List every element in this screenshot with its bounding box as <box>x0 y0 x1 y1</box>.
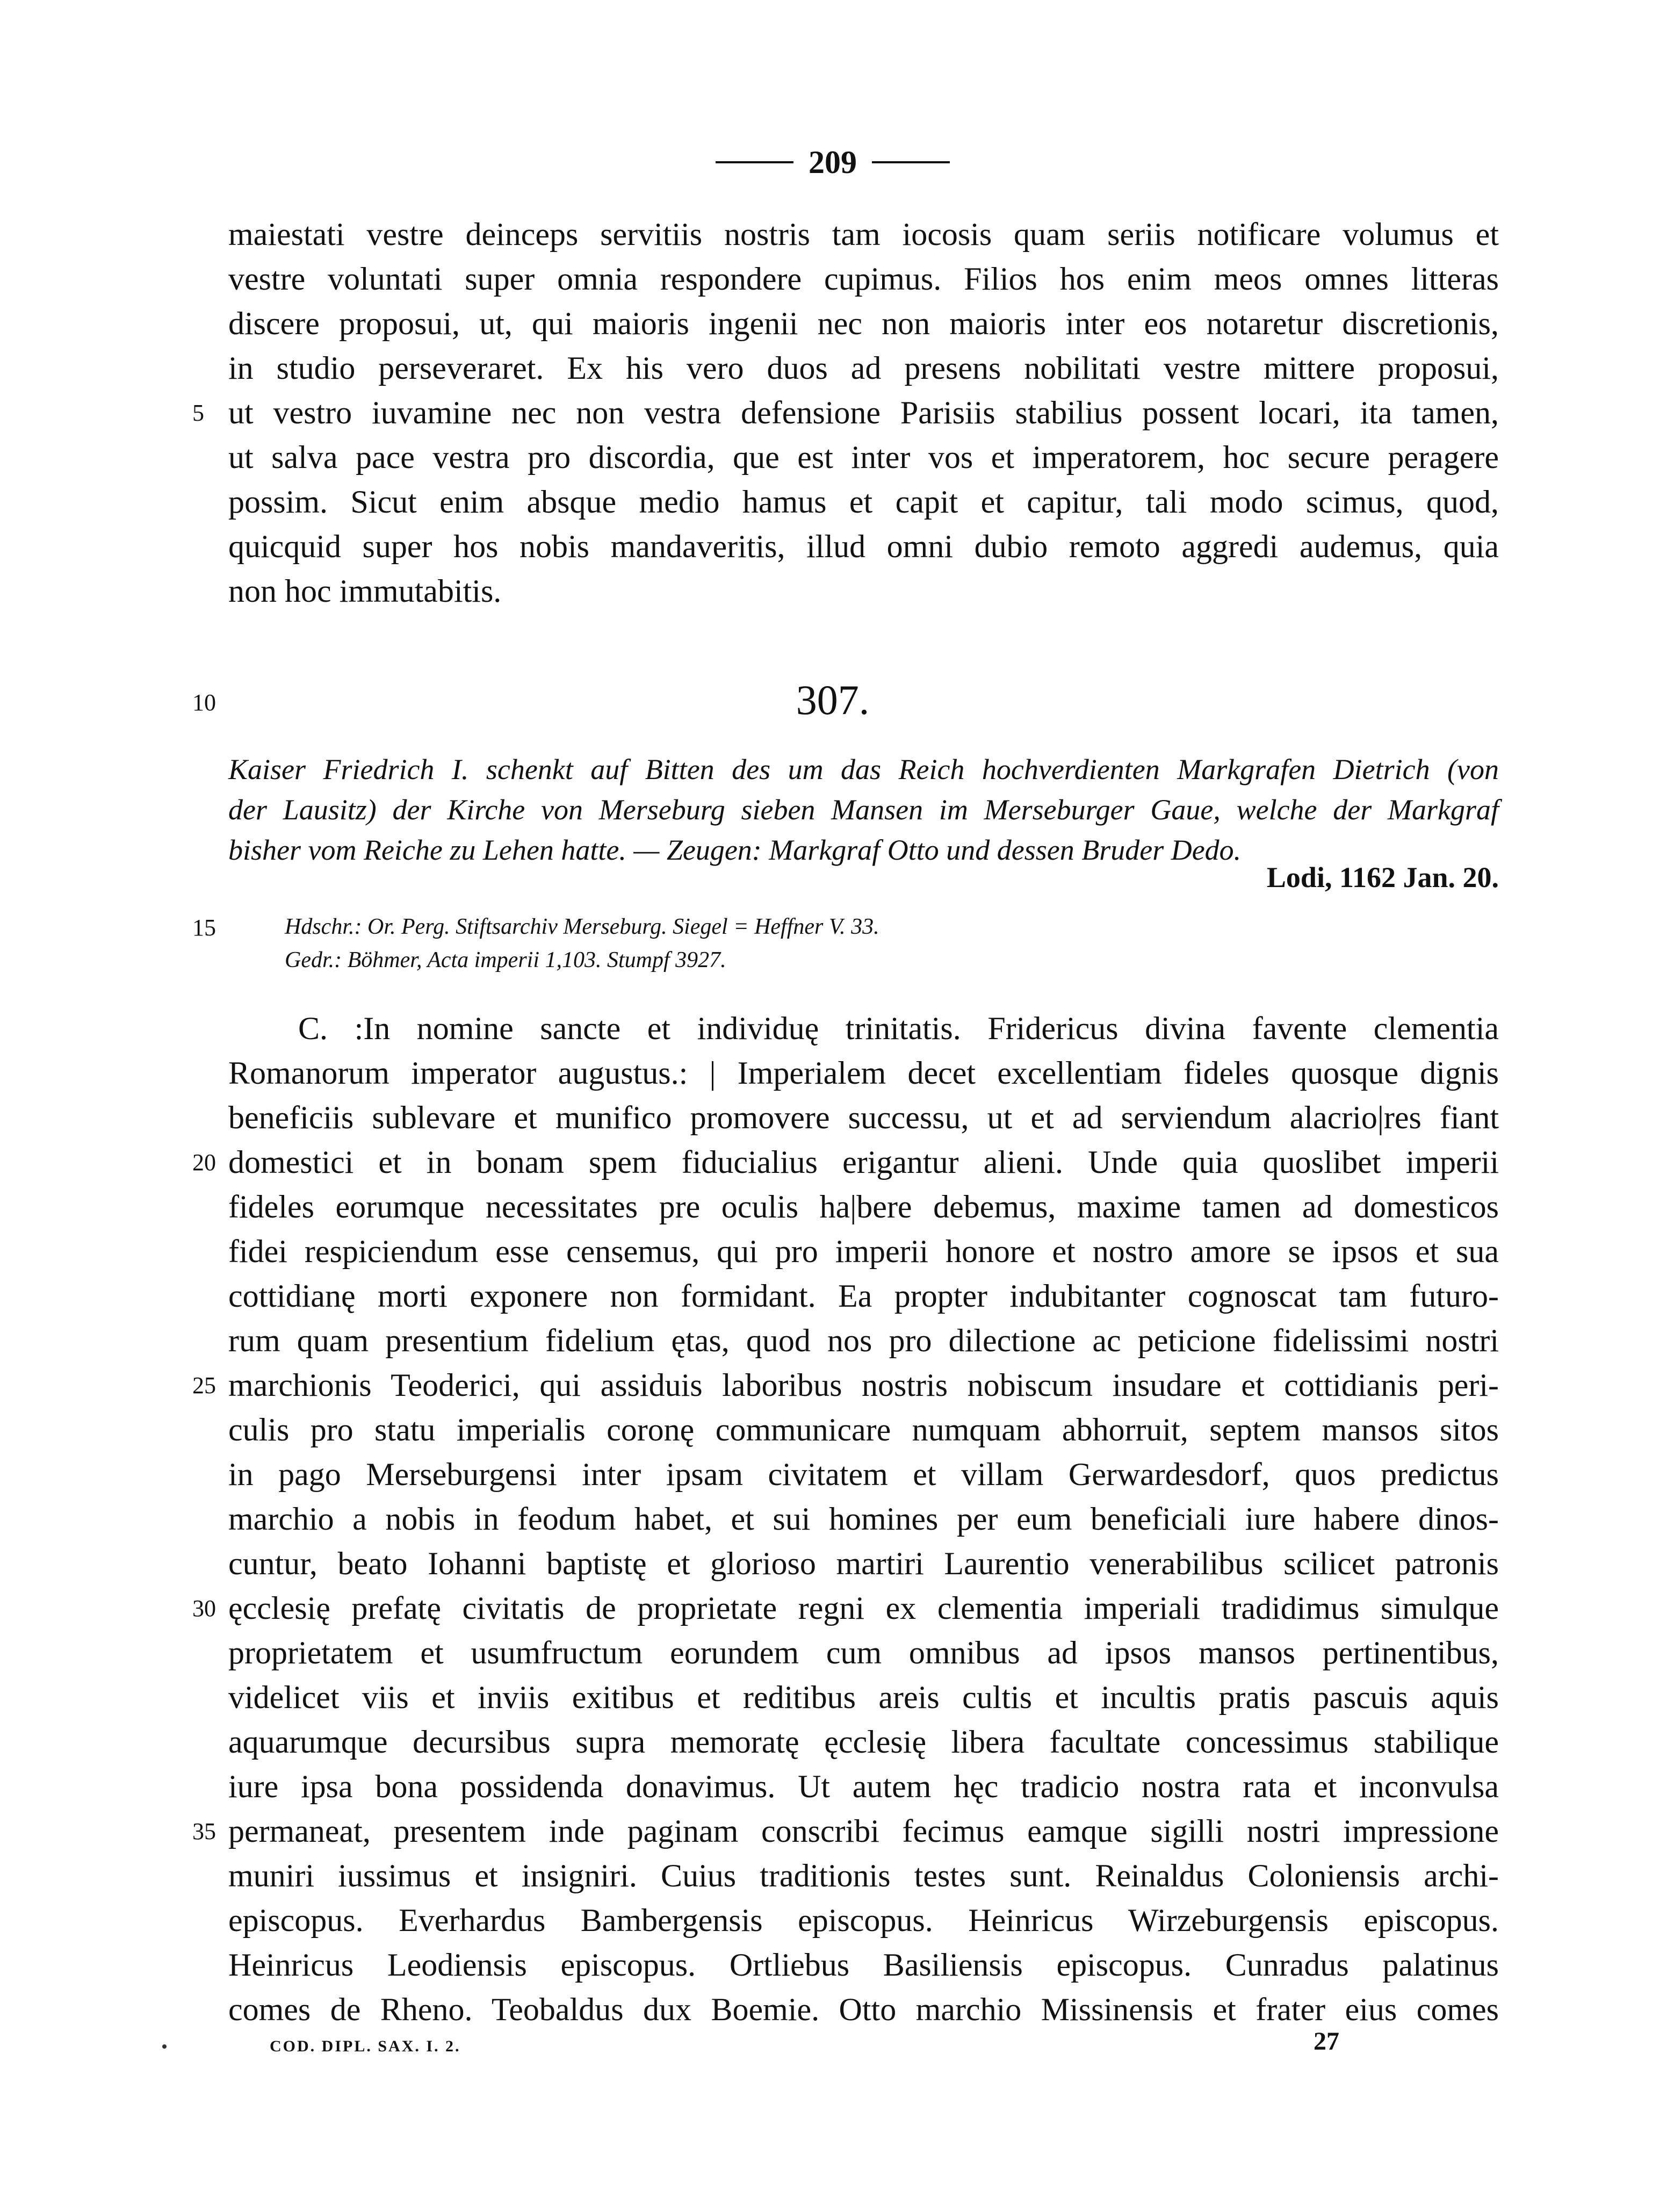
line-number: 15 <box>192 914 216 941</box>
text-line: in studio perseveraret. Ex his vero duos ad presens nobilitati vestre mittere proposui, <box>228 350 1499 386</box>
text-line: fidei respiciendum esse censemus, qui pro imperii honore et nostro amore se ipsos et sua <box>228 1234 1499 1269</box>
text-line: beneficiis sublevare et munifico promovere successu, ut et ad serviendum alacrio|res fiant <box>228 1100 1499 1135</box>
page-header <box>709 141 956 184</box>
text-line: cuntur, beato Iohanni baptistę et glorioso martiri Laurentio venerabilibus scilicet patronis <box>228 1546 1499 1581</box>
text-line: discere proposui, ut, qui maioris ingenii nec non maioris inter eos notaretur discretionis, <box>228 306 1499 341</box>
text-line: videlicet viis et inviis exitibus et reditibus areis cultis et incultis pratis pascuis aquis <box>228 1680 1499 1715</box>
line-number: 10 <box>192 689 216 716</box>
summary-line: bisher vom Reiche zu Lehen hatte. — Zeugen: Markgraf Otto und dessen Bruder Dedo. <box>228 834 1242 866</box>
summary-line: der Lausitz) der Kirche von Merseburg sieben Mansen im Merseburger Gaue, welche der Markgraf <box>228 794 1499 826</box>
source-manuscript: Hdschr.: Or. Perg. Stiftsarchiv Merseburg. Siegel = Heffner V. 33. <box>285 914 879 939</box>
source-printed: Gedr.: Böhmer, Acta imperii 1,103. Stumpf 3927. <box>285 948 726 972</box>
summary-line: Kaiser Friedrich I. schenkt auf Bitten des um das Reich hochverdienten Markgrafen Dietrich (von <box>228 753 1499 786</box>
text-line: ut vestro iuvamine nec non vestra defensione Parisiis stabilius possent locari, ita tamen, <box>228 395 1499 430</box>
text-line: permaneat, presentem inde paginam conscribi fecimus eamque sigilli nostri impressione <box>228 1813 1499 1849</box>
text-line: rum quam presentium fidelium ętas, quod nos pro dilectione ac peticione fidelissimi nostri <box>228 1323 1499 1358</box>
page-number: 209 <box>809 144 857 180</box>
text-line: quicquid super hos nobis mandaveritis, illud omni dubio remoto aggredi audemus, quia <box>228 529 1499 564</box>
line-number: 35 <box>192 1818 216 1844</box>
header-dash-right <box>872 161 950 163</box>
line-number: 25 <box>192 1372 216 1399</box>
document-number: 307. <box>796 676 870 723</box>
text-line: maiestati vestre deinceps servitiis nostris tam iocosis quam seriis notificare volumus et <box>228 217 1499 252</box>
line-number: 20 <box>192 1149 216 1176</box>
text-line: culis pro statu imperialis coronę communicare numquam abhorruit, septem mansos sitos <box>228 1412 1499 1447</box>
text-line: in pago Merseburgensi inter ipsam civitatem et villam Gerwardesdorf, quos predictus <box>228 1457 1499 1492</box>
line-number: 30 <box>192 1595 216 1622</box>
text-line: domestici et in bonam spem fiducialius erigantur alieni. Unde quia quoslibet imperii <box>228 1144 1499 1180</box>
text-line: aquarumque decursibus supra memoratę ęcclesię libera facultate concessimus stabilique <box>228 1724 1499 1760</box>
text-line: marchionis Teoderici, qui assiduis laboribus nostris nobiscum insudare et cottidianis peri- <box>228 1367 1499 1403</box>
text-line: muniri iussimus et insigniri. Cuius traditionis testes sunt. Reinaldus Coloniensis archi- <box>228 1858 1499 1893</box>
text-line: proprietatem et usumfructum eorundem cum omnibus ad ipsos mansos pertinentibus, <box>228 1635 1499 1670</box>
text-line: iure ipsa bona possidenda donavimus. Ut autem hęc tradicio nostra rata et inconvulsa <box>228 1769 1499 1804</box>
text-line: ut salva pace vestra pro discordia, que est inter vos et imperatorem, hoc secure peragere <box>228 439 1499 475</box>
margin-dot <box>162 2044 167 2049</box>
text-line: vestre voluntati super omnia respondere cupimus. Filios hos enim meos omnes litteras <box>228 261 1499 297</box>
text-line: marchio a nobis in feodum habet, et sui homines per eum beneficiali iure habere dinos- <box>228 1501 1499 1537</box>
text-line: C. :In nomine sancte et individuę trinitatis. Fridericus divina favente clementia <box>298 1011 1499 1046</box>
footer-signature: COD. DIPL. SAX. I. 2. <box>270 2037 461 2055</box>
text-line: Heinricus Leodiensis episcopus. Ortliebus Basiliensis episcopus. Cunradus palatinus <box>228 1947 1499 1983</box>
text-line: episcopus. Everhardus Bambergensis episcopus. Heinricus Wirzeburgensis episcopus. <box>228 1903 1499 1938</box>
text-line: possim. Sicut enim absque medio hamus et capit et capitur, tali modo scimus, quod, <box>228 484 1499 520</box>
text-line: Romanorum imperator augustus.: | Imperialem decet excellentiam fideles quosque dignis <box>228 1055 1499 1091</box>
text-line: fideles eorumque necessitates pre oculis ha|bere debemus, maxime tamen ad domesticos <box>228 1189 1499 1224</box>
footer-sheet-number: 27 <box>1314 2027 1339 2056</box>
text-line: non hoc immutabitis. <box>228 573 502 609</box>
line-number: 5 <box>192 400 204 426</box>
dateline: Lodi, 1162 Jan. 20. <box>1266 861 1499 894</box>
text-line: cottidianę morti exponere non formidant. Ea propter indubitanter cognoscat tam futuro- <box>228 1278 1499 1314</box>
header-dash-left <box>716 161 793 163</box>
text-line: comes de Rheno. Teobaldus dux Boemie. Otto marchio Missinensis et frater eius comes <box>228 1992 1499 2027</box>
text-line: ęcclesię prefatę civitatis de proprietate regni ex clementia imperiali tradidimus simulque <box>228 1590 1499 1626</box>
